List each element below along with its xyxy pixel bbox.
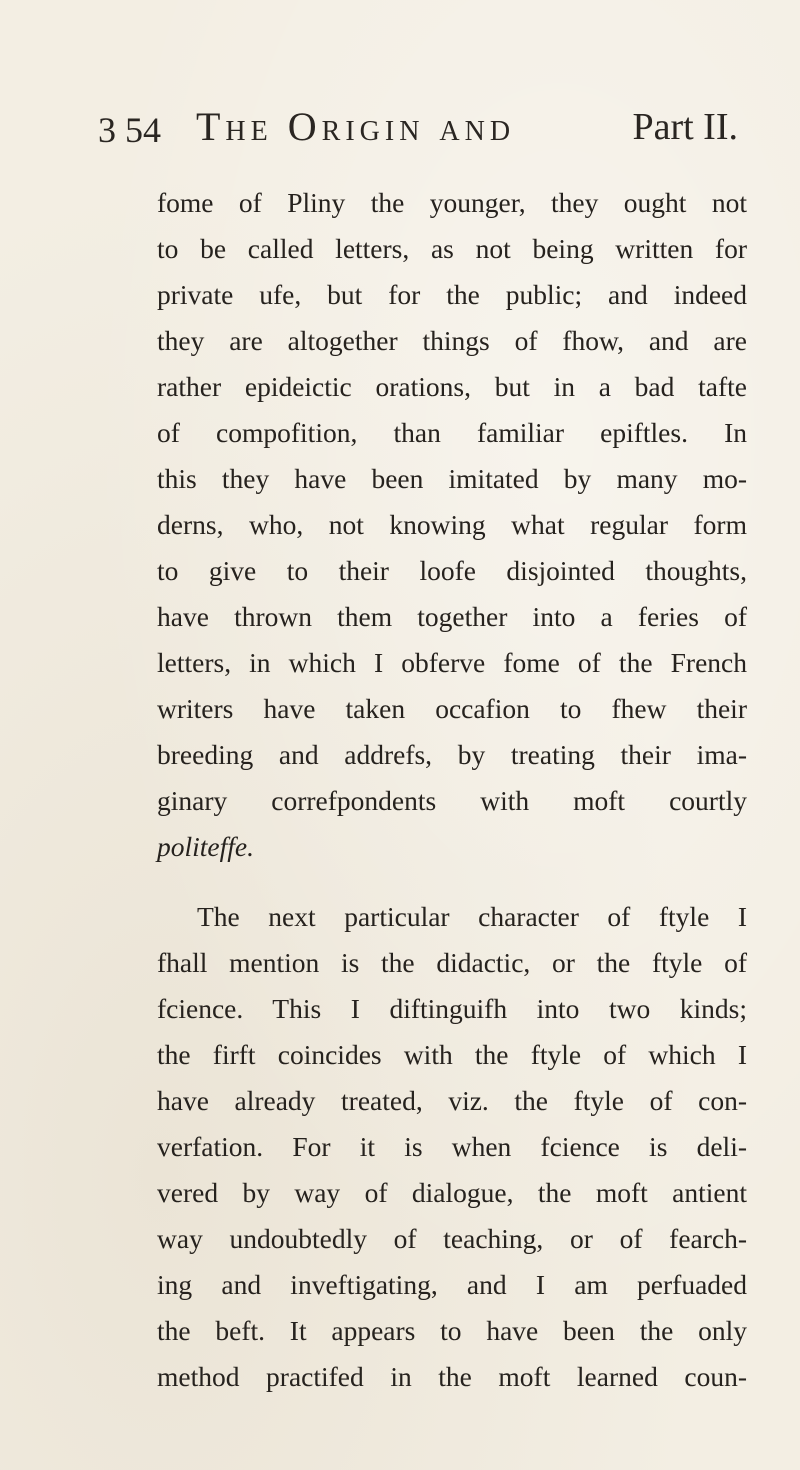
body-text <box>157 180 747 1400</box>
text-line: verfation. For it is when fcience is deli- <box>157 1131 747 1162</box>
text-line: ing and inveftigating, and I am perfuaded <box>157 1269 747 1300</box>
running-title: The Origin and <box>196 104 516 149</box>
text-line: have thrown them together into a feries of <box>157 601 747 632</box>
text-line: to be called letters, as not being written for <box>157 233 747 264</box>
text-line: this they have been imitated by many mo- <box>157 463 747 494</box>
text-line: have already treated, viz. the ftyle of con- <box>157 1085 747 1116</box>
paragraph-1 <box>157 180 747 870</box>
text-line: to give to their loofe disjointed thoughts, <box>157 555 747 586</box>
text-line: The next particular character of ftyle I <box>197 901 747 932</box>
text-line: letters, in which I obferve fome of the French <box>157 647 747 678</box>
text-line: they are altogether things of fhow, and are <box>157 325 747 356</box>
running-head <box>98 103 738 153</box>
text-line: rather epideictic orations, but in a bad tafte <box>157 371 747 402</box>
text-line: derns, who, not knowing what regular form <box>157 509 747 540</box>
text-line: the firft coincides with the ftyle of which I <box>157 1039 747 1070</box>
text-line: ginary correfpondents with moft courtly <box>157 785 747 816</box>
text-line: of compofition, than familiar epiftles. In <box>157 417 747 448</box>
text-line: way undoubtedly of teaching, or of fearch- <box>157 1223 747 1254</box>
text-line: writers have taken occafion to fhew their <box>157 693 747 724</box>
text-line: method practifed in the moft learned coun- <box>157 1361 747 1392</box>
text-line: the beft. It appears to have been the only <box>157 1315 747 1346</box>
text-line: fome of Pliny the younger, they ought not <box>157 187 747 218</box>
page-number: 3 54 <box>98 110 161 150</box>
text-line: vered by way of dialogue, the moft antient <box>157 1177 747 1208</box>
part-label: Part II. <box>632 106 738 148</box>
text-line: fhall mention is the didactic, or the ftyle of <box>157 947 747 978</box>
text-line: private ufe, but for the public; and indeed <box>157 279 747 310</box>
text-line: fcience. This I diftinguifh into two kinds; <box>157 993 747 1024</box>
paragraph-gap <box>157 870 747 894</box>
paragraph-2 <box>157 894 747 1400</box>
text-line: breeding and addrefs, by treating their ima- <box>157 739 747 770</box>
text-line: politeffe. <box>157 831 254 862</box>
